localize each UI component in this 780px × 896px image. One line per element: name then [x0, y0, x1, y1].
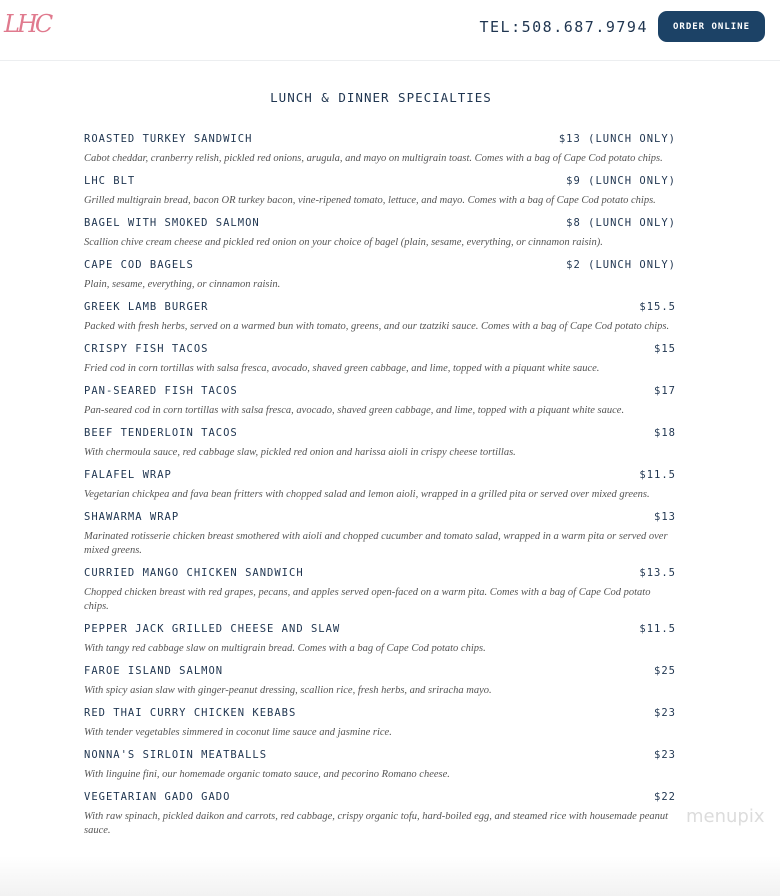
item-price: $22 — [654, 791, 676, 803]
bottom-fade — [0, 856, 780, 896]
menu-item — [84, 341, 676, 376]
menu-item-header — [84, 509, 676, 530]
item-description: Marinated rotisserie chicken breast smothered with aioli and chopped cucumber and tomato salad, wrapped in a warm pita or served over mixed greens. — [84, 531, 668, 556]
item-price: $9 (LUNCH ONLY) — [566, 175, 676, 187]
menu-item — [84, 705, 676, 740]
menu-item-header — [84, 383, 676, 404]
menu-item — [84, 257, 676, 292]
menu-list — [84, 131, 676, 845]
item-price: $15 — [654, 343, 676, 355]
menu-item — [84, 509, 676, 558]
menu-item-header — [84, 565, 676, 586]
item-name: FALAFEL WRAP — [84, 469, 172, 481]
item-name: GREEK LAMB BURGER — [84, 301, 209, 313]
item-description: Grilled multigrain bread, bacon OR turkey bacon, vine-ripened tomato, lettuce, and mayo. Comes with a bag of Cape Cod potato chips. — [84, 195, 656, 206]
menu-item — [84, 215, 676, 250]
menu-item — [84, 621, 676, 656]
menu-item-header — [84, 789, 676, 810]
item-price: $23 — [654, 749, 676, 761]
logo[interactable]: LHC — [4, 10, 51, 38]
menu-item — [84, 299, 676, 334]
menu-item — [84, 173, 676, 208]
menu-item-header — [84, 747, 676, 768]
menu-item — [84, 663, 676, 698]
menu-item — [84, 383, 676, 418]
menu-item-header — [84, 425, 676, 446]
menu-item-header — [84, 705, 676, 726]
item-description: With spicy asian slaw with ginger-peanut dressing, scallion rice, fresh herbs, and sriracha mayo. — [84, 685, 492, 696]
item-price: $13 (LUNCH ONLY) — [558, 133, 676, 145]
item-description: Vegetarian chickpea and fava bean fritters with chopped salad and lemon aioli, wrapped in a grilled pita or served over mixed greens. — [84, 489, 650, 500]
item-name: PAN-SEARED FISH TACOS — [84, 385, 238, 397]
menu-item-header — [84, 257, 676, 278]
item-price: $25 — [654, 665, 676, 677]
item-price: $11.5 — [639, 469, 676, 481]
item-description: Chopped chicken breast with red grapes, pecans, and apples served open-faced on a warm pita. Comes with a bag of Cape Cod potato chips. — [84, 587, 651, 612]
item-description: With raw spinach, pickled daikon and carrots, red cabbage, crispy organic tofu, hard-boiled egg, and steamed rice with housemade peanut sauce. — [84, 811, 669, 836]
item-price: $15.5 — [639, 301, 676, 313]
menu-item-header — [84, 663, 676, 684]
item-name: LHC BLT — [84, 175, 136, 187]
menu-item-header — [84, 173, 676, 194]
menu-item — [84, 467, 676, 502]
menu-item-header — [84, 621, 676, 642]
item-price: $11.5 — [639, 623, 676, 635]
item-name: NONNA'S SIRLOIN MEATBALLS — [84, 749, 268, 761]
item-price: $2 (LUNCH ONLY) — [566, 259, 676, 271]
item-description: Packed with fresh herbs, served on a warmed bun with tomato, greens, and our tzatziki sauce. Comes with a bag of Cape Cod potato chips. — [84, 321, 670, 332]
item-price: $8 (LUNCH ONLY) — [566, 217, 676, 229]
item-name: CRISPY FISH TACOS — [84, 343, 209, 355]
menu-item-header — [84, 467, 676, 488]
item-name: BAGEL WITH SMOKED SALMON — [84, 217, 260, 229]
item-name: ROASTED TURKEY SANDWICH — [84, 133, 253, 145]
menu-item-header — [84, 299, 676, 320]
site-header — [0, 0, 780, 61]
menu-item-header — [84, 215, 676, 236]
item-description: With tender vegetables simmered in coconut lime sauce and jasmine rice. — [84, 727, 392, 738]
item-description: Cabot cheddar, cranberry relish, pickled red onions, arugula, and mayo on multigrain toast. Comes with a bag of Cape Cod potato chips. — [84, 153, 663, 164]
item-price: $17 — [654, 385, 676, 397]
item-name: VEGETARIAN GADO GADO — [84, 791, 231, 803]
menu-item — [84, 425, 676, 460]
item-price: $13 — [654, 511, 676, 523]
menu-item — [84, 131, 676, 166]
menu-item-header — [84, 131, 676, 152]
item-name: FAROE ISLAND SALMON — [84, 665, 224, 677]
item-description: Plain, sesame, everything, or cinnamon raisin. — [84, 279, 281, 290]
item-description: With chermoula sauce, red cabbage slaw, pickled red onion and harissa aioli in crispy cheese tortillas. — [84, 447, 516, 458]
item-name: SHAWARMA WRAP — [84, 511, 180, 523]
item-name: BEEF TENDERLOIN TACOS — [84, 427, 238, 439]
order-online-button[interactable]: ORDER ONLINE — [658, 11, 765, 42]
menu-item — [84, 789, 676, 838]
item-name: CAPE COD BAGELS — [84, 259, 194, 271]
item-name: RED THAI CURRY CHICKEN KEBABS — [84, 707, 297, 719]
item-price: $13.5 — [639, 567, 676, 579]
item-name: PEPPER JACK GRILLED CHEESE AND SLAW — [84, 623, 341, 635]
item-price: $18 — [654, 427, 676, 439]
item-description: Pan-seared cod in corn tortillas with salsa fresca, avocado, shaved green cabbage, and lime, topped with a piquant white sauce. — [84, 405, 625, 416]
phone-number[interactable]: TEL:508.687.9794 — [479, 18, 648, 36]
menu-item — [84, 747, 676, 782]
item-description: With tangy red cabbage slaw on multigrain bread. Comes with a bag of Cape Cod potato chips. — [84, 643, 486, 654]
item-name: CURRIED MANGO CHICKEN SANDWICH — [84, 567, 304, 579]
item-description: Fried cod in corn tortillas with salsa fresca, avocado, shaved green cabbage, and lime, topped with a piquant white sauce. — [84, 363, 600, 374]
menu-item — [84, 565, 676, 614]
item-description: Scallion chive cream cheese and pickled red onion on your choice of bagel (plain, sesame, everything, or cinnamon raisin). — [84, 237, 603, 248]
item-price: $23 — [654, 707, 676, 719]
menu-item-header — [84, 341, 676, 362]
item-description: With linguine fini, our homemade organic tomato sauce, and pecorino Romano cheese. — [84, 769, 450, 780]
watermark: menupix — [686, 806, 765, 827]
section-title: LUNCH & DINNER SPECIALTIES — [270, 90, 492, 105]
